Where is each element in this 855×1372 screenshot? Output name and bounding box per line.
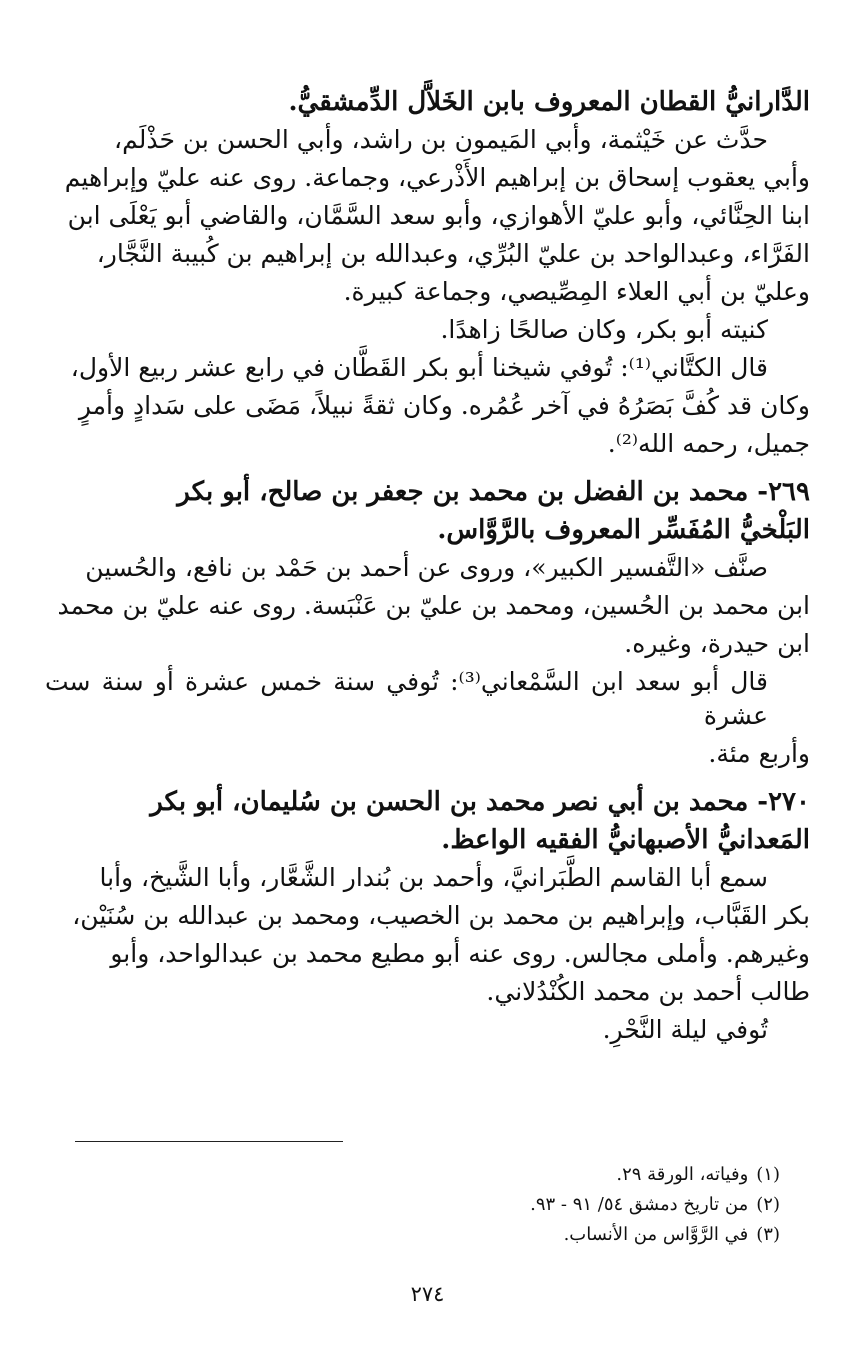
body-line: قال أبو سعد ابن السَّمْعاني⁽³⁾: تُوفي سنة خمس عشرة أو سنة ست عشرة bbox=[45, 667, 768, 730]
body-line: ابن محمد بن الحُسين، ومحمد بن عليّ بن عَنْبَسة. روى عنه عليّ بن محمد bbox=[57, 591, 810, 620]
footnote bbox=[60, 1190, 780, 1220]
entry-heading-line: الدَّارانيُّ القطان المعروف بابن الخَلاَّل الدِّمشقيُّ. bbox=[288, 87, 810, 117]
footnote-divider bbox=[75, 1141, 343, 1142]
footnote-number: (١) bbox=[756, 1164, 780, 1185]
entry-heading-line: المَعدانيُّ الأصبهانيُّ الفقيه الواعظ. bbox=[441, 825, 810, 855]
footnote-number: (٢) bbox=[756, 1194, 780, 1215]
body-line: صنَّف «التَّفسير الكبير»، وروى عن أحمد بن حَمْد بن نافع، والحُسين bbox=[85, 553, 768, 582]
body-line: ابنا الحِنَّائي، وأبو عليّ الأهوازي، وأبو سعد السَّمَّان، والقاضي أبو يَعْلَى ابن bbox=[67, 201, 810, 230]
footnote-text: وفياته، الورقة ٢٩. bbox=[616, 1164, 749, 1185]
body-line: طالب أحمد بن محمد الكُنْدُلاني. bbox=[486, 977, 810, 1006]
entry-heading-line: ٢٦٩- محمد بن الفضل بن محمد بن جعفر بن صالح، أبو بكر bbox=[177, 477, 810, 507]
body-line: كنيته أبو بكر، وكان صالحًا زاهدًا. bbox=[440, 315, 768, 344]
body-line: وغيرهم. وأملى مجالس. روى عنه أبو مطيع محمد بن عبدالواحد، وأبو bbox=[110, 939, 810, 968]
body-line: حدَّث عن خَيْثمة، وأبي المَيمون بن راشد، وأبي الحسن بن حَذْلَم، bbox=[114, 125, 768, 154]
footnote bbox=[60, 1160, 780, 1190]
page-number: ٢٧٤ bbox=[410, 1282, 445, 1306]
body-line: بكر القَبَّاب، وإبراهيم بن محمد بن الخصيب، ومحمد بن عبدالله بن سُنَيْن، bbox=[72, 901, 810, 930]
footnote-number: (٣) bbox=[756, 1224, 780, 1245]
body-text bbox=[45, 85, 810, 1047]
entry-heading-line: البَلْخيُّ المُفَسِّر المعروف بالرَّوَّاس. bbox=[437, 515, 810, 545]
footnote-text: في الرَّوَّاس من الأنساب. bbox=[563, 1224, 749, 1245]
body-line: وأبي يعقوب إسحاق بن إبراهيم الأَذْرعي، وجماعة. روى عنه عليّ وإبراهيم bbox=[64, 163, 810, 192]
body-line: الفَرَّاء، وعبدالواحد بن عليّ البُرِّي، وعبدالله بن إبراهيم بن كُبيبة النَّجَّار، bbox=[96, 239, 810, 268]
body-line: تُوفي ليلة النَّحْرِ. bbox=[602, 1015, 768, 1044]
footnote bbox=[60, 1220, 780, 1250]
body-line: وكان قد كُفَّ بَصَرُهُ في آخر عُمُره. وكان ثقةً نبيلاً، مَضَى على سَدادٍ وأمرٍ bbox=[78, 391, 810, 420]
entry-heading-line: ٢٧٠- محمد بن أبي نصر محمد بن الحسن بن سُليمان، أبو بكر bbox=[150, 787, 810, 817]
body-line: وأربع مئة. bbox=[708, 739, 810, 768]
body-line: جميل، رحمه الله⁽²⁾. bbox=[607, 429, 810, 458]
body-line: ابن حيدرة، وغيره. bbox=[624, 629, 810, 658]
body-line: سمع أبا القاسم الطَّبَرانيَّ، وأحمد بن بُندار الشَّعَّار، وأبا الشَّيخ، وأبا bbox=[99, 863, 768, 892]
footnotes bbox=[60, 1160, 780, 1250]
footnote-text: من تاريخ دمشق ٥٤/ ٩١ - ٩٣. bbox=[530, 1194, 749, 1215]
body-line: قال الكتَّاني⁽¹⁾: تُوفي شيخنا أبو بكر القَطَّان في رابع عشر ربيع الأول، bbox=[70, 353, 768, 382]
body-line: وعليّ بن أبي العلاء المِصِّيصي، وجماعة كبيرة. bbox=[343, 277, 810, 306]
